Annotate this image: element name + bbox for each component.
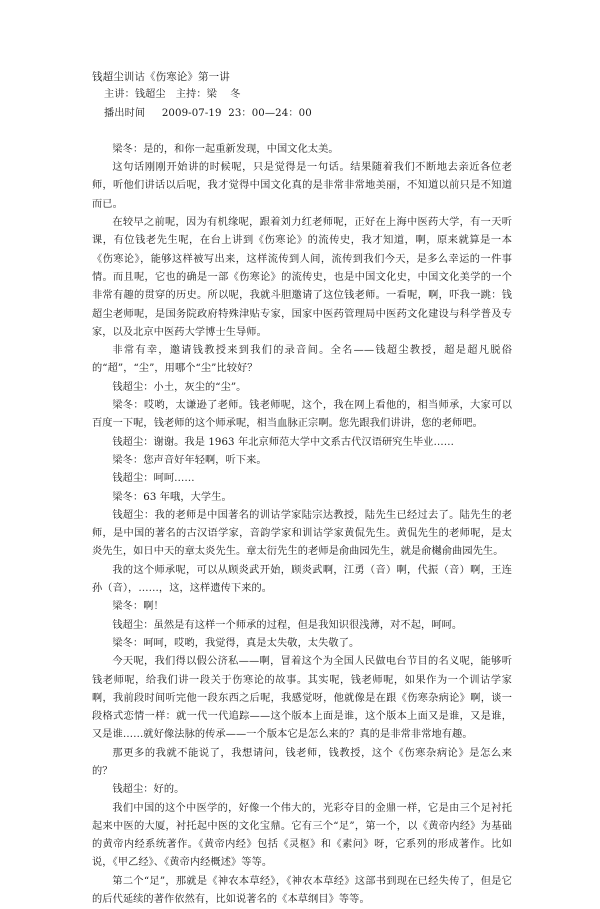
transcript-paragraph: 梁冬：哎哟，太谦逊了老师。钱老师呢，这个，我在网上看他的，相当师承，大家可以百度一下呢，钱老师的这个师承呢，相当血脉正宗啊。您先跟我们讲讲，您的老师吧。 [92,400,512,430]
transcript-paragraph: 钱超尘：小土，灰尘的“尘”。 [112,381,247,393]
transcript-paragraph: 这句话刚刚开始讲的时候呢，只是觉得是一句话。结果随着我们不断地去亲近各位老师，听他们讲话以后呢，我才觉得中国文化真的是非常非常地美丽，不知道以前只是不知道而已。 [92,162,512,210]
transcript-paragraph: 梁冬：呵呵，哎哟，我觉得，真是太失敬，太失敬了。 [112,637,360,649]
transcript-paragraph: 梁冬：您声音好年轻啊，听下来。 [112,454,267,466]
transcript [92,141,512,909]
transcript-paragraph: 梁冬：63 年哦，大学生。 [112,491,232,503]
transcript-paragraph: 非常有幸，邀请钱教授来到我们的录音间。全名——钱超尘教授，超是超凡脱俗的“超”，“尘”，用哪个“尘”比较好？ [92,345,512,375]
transcript-paragraph: 钱超尘：谢谢。我是 1963 年北京师范大学中文系古代汉语研究生毕业…… [112,436,455,448]
transcript-paragraph: 钱超尘：我的老师是中国著名的训诂学家陆宗达教授，陆先生已经过去了。陆先生的老师，是中国的著名的古汉语学家，音韵学家和训诂学家黄侃先生。黄侃先生的老师呢，是太炎先生，如日中天的章太炎先生。章太衍先生的老师是俞曲园先生，就是俞樾俞曲园先生。 [92,509,512,558]
document-title: 钱超尘训诂《伤寒论》第一讲 [92,71,230,83]
transcript-paragraph: 在较早之前呢，因为有机缘呢，跟着刘力红老师呢，正好在上海中医药大学，有一天听课，有位钱老先生呢，在台上讲到《伤寒论》的流传史，我才知道，啊，原来就算是一本《伤寒论》，能够这样被写出来，这样流传到人间，流传到我们今天，是多么幸运的一件事情。而且呢，它也的确是一部《伤寒论》的流传史，也是中国文化史，中国文化美学的一个非常有趣的贯穿的历史。所以呢，我就斗胆邀请了这位钱老师。一看呢，啊，吓我一跳：钱超尘老师呢，是国务院政府特殊津贴专家，国家中医药管理局中医药文化建设与科学普及专家，以及北京中医药大学博士生导师。 [92,217,512,338]
transcript-paragraph: 第二个“足”，那就是《神农本草经》，《神农本草经》这部书到现在已经失传了，但是它的后代延续的著作依然有，比如说著名的《本草纲目》等等。 [92,875,512,906]
transcript-paragraph: 那更多的我就不能说了，我想请问，钱老师，钱教授，这个《伤寒杂病论》是怎么来的？ [92,747,512,777]
host-line: 主讲：钱超尘 主持：梁 冬 [104,89,241,101]
transcript-paragraph: 梁冬：啊！ [112,601,164,613]
transcript-paragraph: 我的这个师承呢，可以从顾炎武开始，顾炎武啊，江勇（音）啊，代振（音）啊，王连孙（音），……，这，这样遗传下来的。 [92,564,512,595]
transcript-paragraph: 今天呢，我们得以假公济私——啊，冒着这个为全国人民做电台节目的名义呢，能够听钱老师呢，给我们讲一段关于伤寒论的故事。其实呢，钱老师呢，如果作为一个训诂学家啊，我前段时间听完他一段东西之后呢，我感觉呀，他就像是在跟《伤寒杂病论》啊，谈一段格式恋情一样：就一代一代追踪——这个版本上面是谁，这个版本上面又是谁，又是谁，又是谁……就好像法脉的传承——一个版本它是怎么来的？真的是非常非常地有趣。 [92,656,512,741]
transcript-paragraph: 钱超尘：好的。 [112,784,185,796]
document-body [92,68,512,909]
broadcast-time-line: 播出时间 2009-07-19 23：00—24：00 [104,107,312,119]
transcript-paragraph: 钱超尘：呵呵…… [112,473,195,485]
transcript-paragraph: 我们中国的这个中医学的，好像一个伟大的，光彩夺目的金鼎一样，它是由三个足衬托起来中医的大厦，衬托起中医的文化宝鼎。它有三个“足”，第一个，以《黄帝内经》为基础的黄帝内经系统著作。《黄帝内经》包括《灵枢》和《素问》呀，它系列的形成著作。比如说，《甲乙经》、《黄帝内经概述》等等。 [92,802,512,869]
transcript-paragraph: 梁冬：是的，和你一起重新发现，中国文化太美。 [112,143,339,155]
transcript-paragraph: 钱超尘：虽然是有这样一个师承的过程，但是我知识很浅薄，对不起，呵呵。 [112,619,463,631]
